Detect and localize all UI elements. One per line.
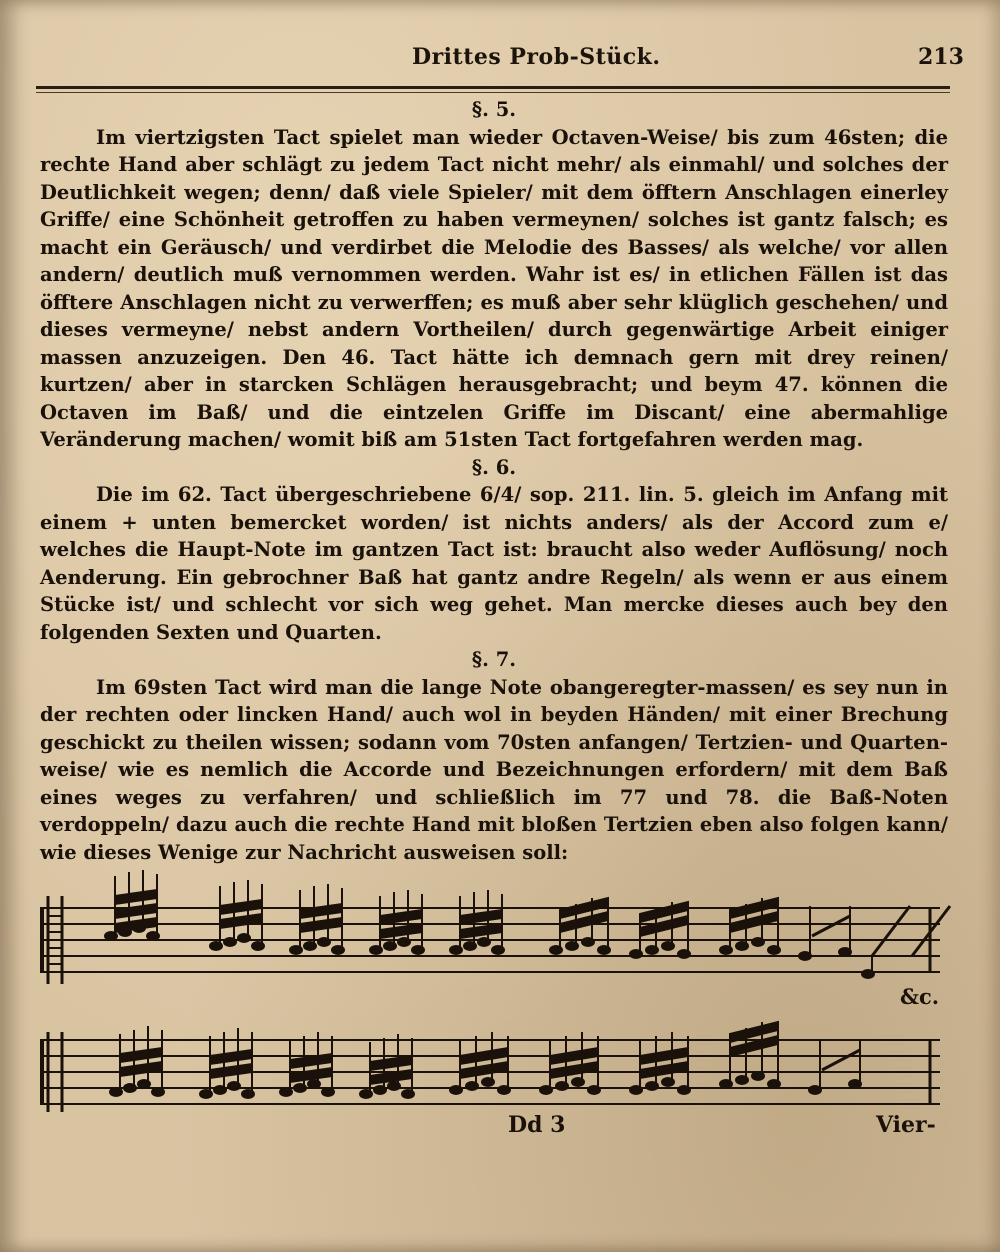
page-footer: [0, 1112, 1000, 1152]
page-number: 213: [918, 44, 964, 70]
music-example-bass-staff: [40, 1010, 960, 1120]
section-paragraph-6: Die im 62. Tact übergeschriebene 6/4/ sop. 211. lin. 5. gleich im Anfang mit einem + unten bemercket worden/ ist nichts anders/ als der Accord zum e/ welches die Haupt-Note im gantzen Tact ist: braucht also weder Auflösung/ noch Aenderung. Ein gebrochner Baß hat gantz andre Regeln/ als wenn er aus einem Stücke ist/ und schlecht vor sich weg gehet. Man mercke dieses auch bey den folgenden Sexten und Quarten.: [40, 483, 948, 644]
section-mark-6: §. 6.: [471, 455, 517, 479]
music-example-treble-staff: [40, 866, 960, 986]
header-rule-thin: [36, 92, 950, 93]
header-rule: [36, 86, 950, 89]
page-header: [0, 44, 1000, 80]
running-title: Drittes Prob-Stück.: [412, 44, 661, 70]
etc-marking: &c.: [900, 984, 940, 1009]
signature-mark: Dd 3: [508, 1112, 566, 1138]
section-paragraph-5: Im viertzigsten Tact spielet man wieder Octaven-Weise/ bis zum 46sten; die rechte Hand aber schlägt zu jedem Tact nicht mehr/ als einmahl/ und solches der Deutlichkeit wegen; denn/ daß viele Spieler/ mit dem öfftern Anschlagen einerley Griffe/ eine Schönheit getroffen zu haben vermeynen/ solches ist gantz falsch; es macht ein Geräusch/ und verdirbet die Melodie des Basses/ als welche/ vor allen andern/ deutlich muß vernommen werden. Wahr ist es/ in etlichen Fällen ist das öfftere Anschlagen nicht zu verwerffen; es muß aber sehr klüglich geschehen/ und dieses vermeyne/ nebst andern Vortheilen/ durch gegenwärtige Arbeit einiger massen anzuzeigen. Den 46. Tact hätte ich demnach gern mit drey reinen/ kurtzen/ aber in starcken Schlägen herausgebracht; und beym 47. können die Octaven im Baß/ und die eintzelen Griffe im Discant/ eine abermahlige Veränderung machen/ womit biß am 51sten Tact fortgefahren werden mag.: [40, 125, 948, 451]
body-text: [40, 96, 948, 866]
catchword: Vier-: [876, 1112, 936, 1138]
section-mark-5: §. 5.: [471, 98, 517, 121]
section-mark-7: §. 7.: [471, 648, 517, 671]
section-paragraph-7: Im 69sten Tact wird man die lange Note obangeregter-massen/ es sey nun in der rechten oder lincken Hand/ auch wol in beyden Händen/ mit einer Brechung geschickt zu theilen wissen; sodann vom 70sten anfangen/ Tertzien- und Quarten-weise/ wie es nemlich die Accorde und Bezeichnungen erfordern/ mit dem Baß eines weges zu verfahren/ und schließlich im 77 und 78. die Baß-Noten verdoppeln/ dazu auch die rechte Hand mit bloßen Tertzien eben also folgen kann/ wie dieses Wenige zur Nachricht ausweisen soll:: [40, 675, 948, 864]
